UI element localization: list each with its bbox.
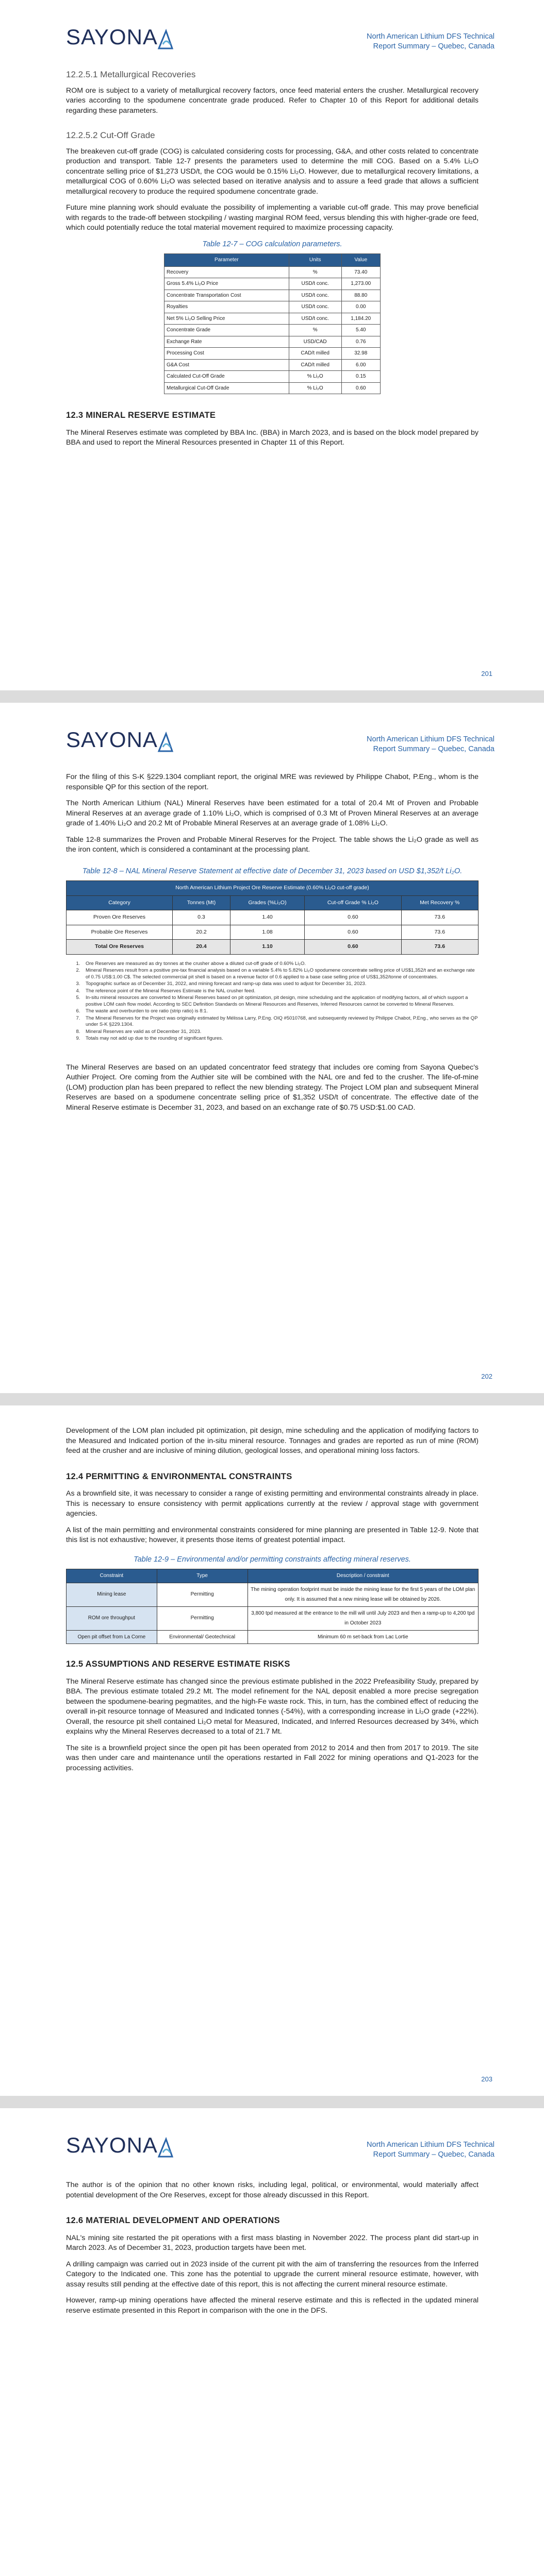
paragraph: NAL's mining site restarted the pit operations with a first mass blasting in November 2022. The process plant did start-up in March 2023. As of December 31, 2023, production targets have been met. bbox=[66, 2233, 479, 2252]
page-204 bbox=[0, 2108, 544, 2576]
page-number: 201 bbox=[481, 670, 492, 677]
page-number: 202 bbox=[481, 1372, 492, 1380]
table-title: North American Lithium Project Ore Reserve Estimate (0.60% Li₂O cut-off grade) bbox=[67, 881, 479, 896]
paragraph: A drilling campaign was carried out in 2023 inside of the current pit with the aim of transferring the resources from the Inferred Category to the Indicated one. This zone has the potential to upgrade the current mineral resource estimate, however, with assay results still pending at the effective date of this report, this is not affecting the current mineral resource estimate. bbox=[66, 2260, 479, 2289]
permitting-constraints-table bbox=[66, 1569, 479, 1644]
note-item: 9. Totals may not add up due to the rounding of significant figures. bbox=[81, 1036, 479, 1042]
note-item: 4. The reference point of the Mineral Reserves Estimate is the NAL crusher feed. bbox=[81, 988, 479, 995]
page-body bbox=[66, 772, 479, 1119]
paragraph: The Mineral Reserves are based on an updated concentrator feed strategy that includes ore coming from Sayona Quebec's Authier Project. Ore coming from the Authier site will be combined with the NAL ore and fed to the crusher. The life-of-mine (LOM) production plan has been prepared to reflect the new blending strategy. The Project LOM plan and subsequent Mineral Reserves are based on a spodumene concentrate selling price of $1,352 USD/t of concentrate. The effective date of the Mineral Reserve estimate is December 31, 2023, and based on an exchange rate of $0.75 USD:$1.00 CAD. bbox=[66, 1063, 479, 1112]
paragraph: Development of the LOM plan included pit optimization, pit design, mine scheduling and the application of modifying factors to the Measured and Indicated portion of the in-situ mineral resource. Tonnages and grades are reported as run of mine (ROM) feed at the crusher and are inclusive of mining dilution, geological losses, and operational mining loss factors. bbox=[66, 1427, 479, 1455]
paragraph: Future mine planning work should evaluate the possibility of implementing a variable cut-off grade. This may prove beneficial with regards to the trade-off between stockpiling / wasting marginal ROM feed, versus blending this with higher-grade ore feed, which could potentially reduce the total material movement required to maximize processing capacity. bbox=[66, 204, 479, 232]
note-item: 8. Mineral Reserves are valid as of December 31, 2023. bbox=[81, 1029, 479, 1036]
paragraph: ROM ore is subject to a variety of metallurgical recovery factors, once feed material enters the crusher. Metallurgical recovery varies according to the spodumene concentrate grade produced. Refer to Chapter 10 of this Report for additional details regarding these parameters. bbox=[66, 86, 479, 115]
sayona-logo: SAYONA bbox=[66, 2133, 174, 2158]
paragraph: As a brownfield site, it was necessary to consider a range of existing permitting and environmental constraints already in place. This is necessary to ensure consistency with permit applications currently at the review / approval stage with government agencies. bbox=[66, 1489, 479, 1518]
section-heading: 12.2.5.2 Cut-Off Grade bbox=[66, 130, 155, 140]
sayona-logo: SAYONA bbox=[66, 727, 174, 752]
table-row: Concentrate Transportation Cost USD/t conc. 88.80 bbox=[164, 290, 381, 301]
table-row: ROM ore throughput Permitting 3,800 tpd measured at the entrance to the mill will until July 2023 and then a ramp-up to 4,200 tpd in October 2023 bbox=[67, 1606, 479, 1630]
section-heading: 12.3 MINERAL RESERVE ESTIMATE bbox=[66, 411, 216, 420]
note-item: 6. The waste and overburden to ore ratio (strip ratio) is 8:1. bbox=[81, 1008, 479, 1015]
page-203 bbox=[0, 1405, 544, 2096]
table-row: Open pit offset from La Corne Environmental/ Geotechnical Minimum 60 m set-back from Lac Lortie bbox=[67, 1630, 479, 1644]
note-item: 1. Ore Reserves are measured as dry tonnes at the crusher above a diluted cut-off grade of 0.60% Li₂O. bbox=[81, 961, 479, 968]
table-caption: Table 12-7 – COG calculation parameters. bbox=[202, 240, 342, 248]
paragraph: For the filing of this S-K §229.1304 compliant report, the original MRE was reviewed by Philippe Chabot, P.Eng., whom is the responsible QP for this section of the report. bbox=[66, 773, 479, 791]
table-row: Exchange Rate USD/CAD 0.76 bbox=[164, 336, 381, 348]
column-header: Category bbox=[67, 895, 173, 910]
note-item: 3. Topographic surface as of December 31, 2022, and mining forecast and ramp-up data was used to adjust for December 31, 2023. bbox=[81, 981, 479, 988]
paragraph: A list of the main permitting and environmental constraints considered for mine planning are presented in Table 12-9. Note that this list is not exhaustive; however, it presents those items of greatest potential impact. bbox=[66, 1526, 479, 1544]
page-header bbox=[0, 0, 544, 62]
section-heading: 12.2.5.1 Metallurgical Recoveries bbox=[66, 70, 196, 79]
page-body bbox=[66, 2180, 479, 2322]
table-row: Recovery % 73.40 bbox=[164, 266, 381, 278]
column-header: Grades (%Li₂O) bbox=[230, 895, 304, 910]
page-number: 203 bbox=[481, 2075, 492, 2083]
note-item: 7. The Mineral Reserves for the Project was originally estimated by Mélissa Larry, P.Eng. OIQ #5010768, and subsequently reviewed by Philippe Chabot, P.Eng., who serves as the QP under S-K §229.1304. bbox=[81, 1015, 479, 1028]
column-header: Value bbox=[341, 254, 381, 267]
page-body bbox=[66, 70, 479, 454]
column-header: Parameter bbox=[164, 254, 289, 267]
paragraph: The author is of the opinion that no other known risks, including legal, political, or environmental, would materially affect potential development of the Ore Reserves, except for those already discussed in this Report. bbox=[66, 2181, 479, 2199]
page-gap bbox=[0, 1393, 544, 1405]
table-total-row: Total Ore Reserves 20.4 1.10 0.60 73.6 bbox=[67, 940, 479, 955]
column-header: Constraint bbox=[67, 1569, 157, 1583]
page-201 bbox=[0, 0, 544, 690]
page-header bbox=[0, 2108, 544, 2170]
page-body bbox=[66, 1426, 479, 1780]
column-header: Units bbox=[289, 254, 341, 267]
table-row: Mining lease Permitting The mining operation footprint must be inside the mining lease for the first 5 years of the LOM plan only. It is assumed that a new mining lease will be obtained by 2026. bbox=[67, 1583, 479, 1606]
header-title: North American Lithium DFS Technical Report Summary – Quebec, Canada bbox=[367, 32, 494, 50]
table-notes bbox=[66, 961, 479, 1042]
table-row: Gross 5.4% Li₂O Price USD/t conc. 1,273.00 bbox=[164, 278, 381, 290]
sayona-logo: SAYONA bbox=[66, 25, 174, 49]
note-item: 5. In-situ mineral resources are converted to Mineral Reserves based on pit optimization, pit design, mine scheduling and the application of modifying factors, all of which support a positive LOM cash flow model. According to SEC Definition Standards on Mineral Resources and Reserves, Inferred Resources cannot be converted to Mineral Reserves. bbox=[81, 995, 479, 1008]
paragraph: The breakeven cut-off grade (COG) is calculated considering costs for processing, G&A, and other costs related to concentrate production and transport. Table 12-7 presents the parameters used to determine the mill COG. Based on a 5.4% Li₂O concentrate selling price of $1,273 USD/t, the COG would be 0.15% Li₂O. However, due to metallurgical recovery limitations, a metallurgical COG of 0.60% Li₂O was selected based on iterative analysis and to assure a feed grade that allows a sufficient metallurgical recovery to produce the required spodumene concentrate grade. bbox=[66, 147, 479, 196]
table-row: Proven Ore Reserves 0.3 1.40 0.60 73.6 bbox=[67, 910, 479, 925]
table-row: Probable Ore Reserves 20.2 1.08 0.60 73.6 bbox=[67, 925, 479, 940]
column-header: Met Recovery % bbox=[401, 895, 478, 910]
column-header: Type bbox=[157, 1569, 248, 1583]
paragraph: The Mineral Reserve estimate has changed since the previous estimate published in the 2022 Prefeasibility Study, prepared by BBA. The previous estimate totaled 29.2 Mt. The model refinement for the NAL deposit enabled a more precise segregation between the spodumene-bearing pegmatites, and the high-Fe waste rock. This, in turn, has the combined effect of reducing the overall in-pit resource tonnage of Measured and Indicated tonnes (-54%), with a corresponding increase in Li₂O grade (+22%). Overall, the resource pit shell contained Li₂O metal for Measured, Indicated, and Inferred Resources decreased by 34%, which explains why the Mineral Reserves decreased to a total of 21.7 Mt. bbox=[66, 1677, 479, 1736]
column-header: Cut-off Grade % Li₂O bbox=[305, 895, 401, 910]
table-row: Calculated Cut-Off Grade % Li₂O 0.15 bbox=[164, 371, 381, 383]
table-row: Concentrate Grade % 5.40 bbox=[164, 325, 381, 336]
page-header bbox=[0, 703, 544, 765]
cog-parameters-table bbox=[164, 253, 381, 394]
column-header: Description / constraint bbox=[248, 1569, 478, 1583]
page-202 bbox=[0, 703, 544, 1393]
section-heading: 12.4 PERMITTING & ENVIRONMENTAL CONSTRAINTS bbox=[66, 1471, 292, 1481]
table-row: G&A Cost CAD/t milled 6.00 bbox=[164, 359, 381, 371]
table-caption: Table 12-8 – NAL Mineral Reserve Statement at effective date of December 31, 2023 based on USD $1,352/t Li₂O. bbox=[82, 867, 463, 875]
paragraph: The site is a brownfield project since the open pit has been operated from 2012 to 2014 and then from 2017 to 2019. The site was then under care and maintenance until the operations restarted in Fall 2022 for mining operations and Q1-2023 for the processing activities. bbox=[66, 1743, 479, 1772]
note-item: 2. Mineral Reserves result from a positive pre-tax financial analysis based on a variable 5.4% to 5.82% Li₂O spodumene concentrate selling price of US$1,352/t and an exchange rate of 0.75 US$:1.00 C$. The selected commercial pit shell is based on a revenue factor of 0.6 applied to a base case selling price of US$1,352/tonne of concentrates. bbox=[81, 968, 479, 980]
table-row: Metallurgical Cut-Off Grade % Li₂O 0.60 bbox=[164, 382, 381, 394]
page-gap bbox=[0, 2096, 544, 2108]
paragraph: Table 12-8 summarizes the Proven and Probable Mineral Reserves for the Project. The table shows the Li₂O grade as well as the iron content, which is considered a contaminant at the processing plant. bbox=[66, 835, 479, 854]
section-heading: 12.5 ASSUMPTIONS AND RESERVE ESTIMATE RISKS bbox=[66, 1659, 290, 1669]
header-title: North American Lithium DFS Technical Report Summary – Quebec, Canada bbox=[367, 2141, 494, 2159]
section-heading: 12.6 MATERIAL DEVELOPMENT AND OPERATIONS bbox=[66, 2216, 280, 2225]
reserve-statement-table bbox=[66, 880, 479, 955]
paragraph: The North American Lithium (NAL) Mineral Reserves have been estimated for a total of 20.4 Mt of Proven and Probable Mineral Reserves at an average grade of 1.10% Li₂O, which is comprised of 0.3 Mt of Proven Mineral Reserves at an average grade of 1.40% Li₂O and 20.2 Mt of Probable Mineral Reserves at an average grade of 1.08% Li₂O. bbox=[66, 799, 479, 827]
header-title: North American Lithium DFS Technical Report Summary – Quebec, Canada bbox=[367, 735, 494, 753]
table-row: Royalties USD/t conc. 0.00 bbox=[164, 301, 381, 313]
table-row: Processing Cost CAD/t milled 32.98 bbox=[164, 348, 381, 360]
table-caption: Table 12-9 – Environmental and/or permitting constraints affecting mineral reserves. bbox=[134, 1555, 411, 1564]
table-row: Net 5% Li₂O Selling Price USD/t conc. 1,184.20 bbox=[164, 313, 381, 325]
paragraph: The Mineral Reserves estimate was completed by BBA Inc. (BBA) in March 2023, and is based on the block model prepared by BBA and used to report the Mineral Resources presented in Chapter 11 of this Report. bbox=[66, 428, 479, 447]
page-gap bbox=[0, 690, 544, 703]
paragraph: However, ramp-up mining operations have affected the mineral reserve estimate and this is reflected in the updated mineral reserve estimate presented in this Report in comparison with the one in the DFS. bbox=[66, 2296, 479, 2315]
column-header: Tonnes (Mt) bbox=[173, 895, 230, 910]
